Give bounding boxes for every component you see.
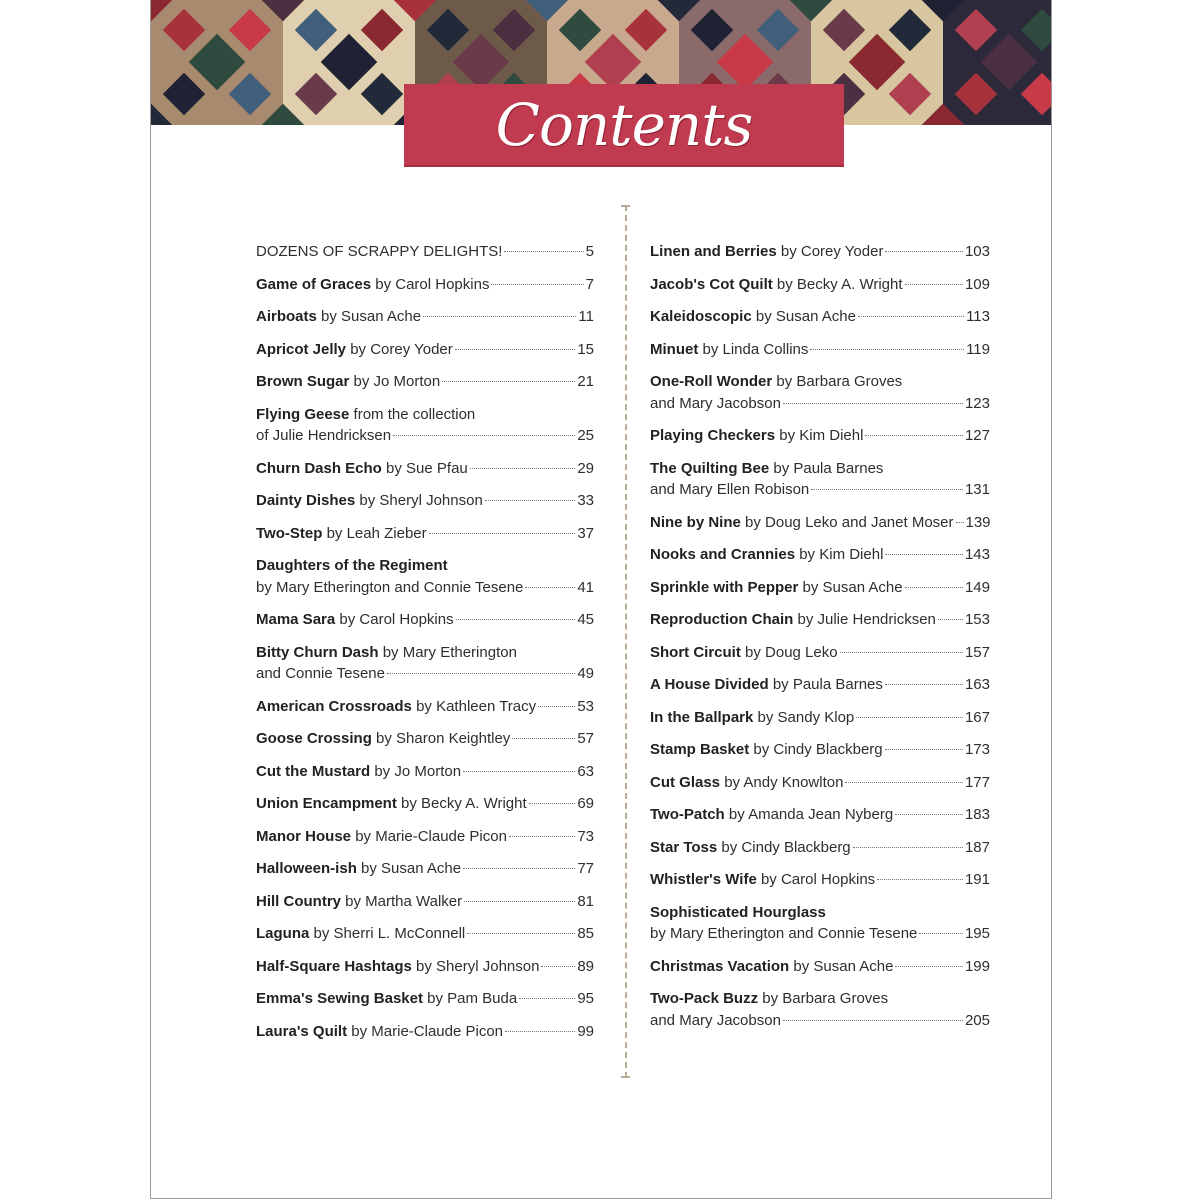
toc-entry[interactable] [256,458,594,480]
entry-page-number: 33 [577,492,594,509]
entry-author: by Cindy Blackberg [753,741,883,758]
toc-entry[interactable] [650,772,990,794]
dot-leader [470,468,576,469]
entry-title: Nooks and Crannies [650,546,796,563]
entry-page-number: 103 [964,243,990,260]
entry-author: by Sharon Keightley [376,730,511,747]
toc-entry[interactable] [256,609,594,631]
toc-entry-line [256,339,594,361]
toc-entry[interactable] [256,241,594,263]
toc-entry[interactable] [650,739,990,761]
toc-entry-line [256,642,594,664]
toc-entry[interactable] [650,425,990,447]
entry-page-number: 37 [577,524,594,542]
dot-leader [519,998,575,999]
dot-leader [858,316,964,317]
toc-entry[interactable] [256,761,594,783]
dot-leader [956,522,964,523]
entry-author: by Susan Ache [802,578,903,596]
entry-author: by Doug Leko [745,643,838,661]
toc-entry[interactable] [650,869,990,891]
entry-page-number: 167 [964,708,990,726]
entry-title: Apricot Jelly [256,340,347,358]
toc-entry[interactable] [256,404,594,447]
toc-left-column [256,241,594,1053]
toc-entry-line [256,793,594,815]
toc-entry[interactable] [650,956,990,978]
dot-leader [905,284,963,285]
toc-entry-line [650,739,990,761]
entry-page-number: 183 [964,806,990,823]
entry-title: Bitty Churn Dash [256,643,379,661]
entry-page-number: 199 [964,957,990,975]
toc-entry[interactable] [650,306,990,328]
entry-title: Union Encampment [256,795,397,812]
dot-leader [464,901,575,902]
entry-author: by Susan Ache [793,957,894,975]
toc-entry[interactable] [650,902,990,945]
entry-page-number: 149 [964,578,990,596]
toc-entry-line [256,404,594,426]
toc-entry-line [256,1021,594,1043]
toc-entry[interactable] [650,512,990,534]
toc-entry-line [650,956,990,978]
toc-entry[interactable] [256,1021,594,1043]
toc-entry-line [650,772,990,794]
entry-title: The Quilting Bee [650,459,770,477]
dot-leader [525,587,575,588]
toc-entry-line [650,577,990,599]
contents-title-banner [404,84,844,167]
entry-title: Two-Pack Buzz [650,990,759,1007]
dot-leader [885,684,963,685]
entry-author-cont: and Mary Jacobson [650,1011,781,1029]
toc-entry[interactable] [256,490,594,512]
entry-author: DOZENS OF SCRAPPY DELIGHTS! [256,243,503,260]
entry-title: Playing Checkers [650,427,776,444]
entry-author: by Linda Collins [702,340,809,358]
toc-entry-line [256,425,594,447]
entry-author: by Sheryl Johnson [416,957,540,975]
dot-leader [905,587,963,588]
entry-page-number: 81 [577,892,594,910]
entry-author: by Amanda Jean Nyberg [728,806,894,823]
entry-author: by Barbara Groves [762,990,889,1007]
dot-leader [895,966,963,967]
entry-author: by Doug Leko and Janet Moser [745,513,954,531]
toc-entry-line [650,642,990,664]
entry-title: Stamp Basket [650,741,750,758]
toc-entry-line [256,241,594,263]
toc-right-column [650,241,990,1042]
toc-entry[interactable] [256,555,594,598]
toc-entry[interactable] [650,274,990,296]
dot-leader [463,868,575,869]
entry-author: by Jo Morton [353,373,441,390]
toc-entry-line [650,869,990,891]
toc-entry-line [256,663,594,685]
dot-leader [505,1031,575,1032]
entry-title: Hill Country [256,892,341,910]
entry-page-number: 7 [585,275,594,293]
toc-entry-line [650,923,990,945]
toc-entry-line [256,891,594,913]
entry-author: by Corey Yoder [350,340,453,358]
entry-author: by Carol Hopkins [339,611,454,628]
entry-author-cont: and Mary Jacobson [650,394,781,412]
toc-entry[interactable] [650,577,990,599]
entry-author: by Leah Zieber [326,524,427,542]
entry-title: Mama Sara [256,611,336,628]
toc-entry-line [256,577,594,599]
entry-author: by Paula Barnes [773,459,884,477]
entry-title: Kaleidoscopic [650,308,752,325]
entry-title: Brown Sugar [256,373,350,390]
toc-entry[interactable] [256,696,594,718]
toc-entry[interactable] [650,609,990,631]
entry-page-number: 77 [577,860,594,877]
dot-leader [485,500,576,501]
entry-author-cont: of Julie Hendricksen [256,427,392,444]
entry-author: by Kim Diehl [799,546,884,563]
entry-title: Cut the Mustard [256,762,371,780]
toc-entry[interactable] [650,371,990,414]
entry-author: by Andy Knowlton [724,773,844,791]
entry-author: by Kim Diehl [779,427,864,444]
entry-author: by Martha Walker [345,892,463,910]
entry-author: by Marie-Claude Picon [351,1022,504,1040]
toc-entry-line [256,609,594,631]
toc-entry-line [256,274,594,296]
entry-page-number: 11 [578,308,594,325]
entry-author: by Susan Ache [755,308,856,325]
dot-leader [456,619,576,620]
toc-entry-line [650,674,990,696]
dot-leader [840,652,963,653]
entry-author: by Marie-Claude Picon [355,827,507,845]
entry-title: Whistler's Wife [650,871,757,888]
entry-author: by Julie Hendricksen [797,611,936,628]
toc-entry-line [650,306,990,328]
toc-entry-line [650,512,990,534]
dot-leader [856,717,963,718]
entry-author: by Carol Hopkins [760,871,876,888]
entry-author: by Sue Pfau [386,459,468,477]
entry-title: Halloween-ish [256,860,357,877]
dot-leader [512,738,575,739]
toc-entry[interactable] [650,339,990,361]
dot-leader [919,933,963,934]
entry-author: by Mary Etherington [382,643,517,661]
entry-page-number: 123 [964,394,990,412]
dot-leader [429,533,576,534]
entry-page-number: 85 [577,925,594,942]
dot-leader [529,803,576,804]
toc-entry[interactable] [650,707,990,729]
dot-leader [853,847,963,848]
toc-entry-line [650,393,990,415]
dot-leader [885,554,963,555]
entry-page-number: 73 [577,827,594,845]
toc-entry-line [650,339,990,361]
entry-page-number: 21 [577,373,594,390]
entry-page-number: 45 [577,611,594,628]
toc-entry-line [256,761,594,783]
toc-entry[interactable] [256,793,594,815]
entry-page-number: 113 [966,308,990,325]
page-title: Contents [495,90,753,159]
toc-entry[interactable] [256,274,594,296]
entry-author: by Kathleen Tracy [416,697,537,715]
entry-title: Dainty Dishes [256,492,356,509]
toc-entry[interactable] [650,988,990,1031]
entry-page-number: 109 [964,275,990,293]
toc-entry-line [650,988,990,1010]
entry-page-number: 69 [577,795,594,812]
dot-leader [938,619,963,620]
toc-entry[interactable] [256,858,594,880]
dot-leader [885,251,963,252]
toc-entry[interactable] [256,728,594,750]
toc-entry-line [650,837,990,859]
toc-entry[interactable] [256,956,594,978]
entry-page-number: 95 [577,990,594,1007]
entry-page-number: 191 [964,871,990,888]
entry-page-number: 131 [964,481,990,498]
entry-author: by Becky A. Wright [401,795,527,812]
entry-title: Short Circuit [650,643,741,661]
entry-title: Daughters of the Regiment [256,557,448,574]
toc-entry[interactable] [650,674,990,696]
dot-leader [423,316,576,317]
entry-author: by Sheryl Johnson [359,492,483,509]
dot-leader [810,349,964,350]
entry-author-cont: and Mary Ellen Robison [650,481,810,498]
toc-entry-line [256,371,594,393]
entry-title: Churn Dash Echo [256,459,382,477]
entry-page-number: 139 [965,513,991,531]
toc-entry-line [256,956,594,978]
toc-entry[interactable] [650,642,990,664]
dot-leader [442,381,575,382]
entry-author: by Cindy Blackberg [721,838,851,856]
entry-page-number: 41 [577,578,594,596]
entry-title: Cut Glass [650,773,721,791]
entry-author-cont: by Mary Etherington and Connie Tesene [256,578,524,596]
entry-author: by Sandy Klop [757,708,855,726]
entry-title: Christmas Vacation [650,957,790,975]
entry-title: Nine by Nine [650,513,741,531]
dot-leader [541,966,575,967]
toc-entry-line [650,425,990,447]
entry-title: Laguna [256,925,310,942]
entry-title: Jacob's Cot Quilt [650,275,773,293]
entry-page-number: 163 [964,676,990,693]
entry-title: One-Roll Wonder [650,373,773,390]
toc-entry-line [256,555,594,577]
toc-entry[interactable] [256,523,594,545]
dot-leader [393,435,575,436]
toc-entry[interactable] [256,891,594,913]
entry-page-number: 99 [577,1022,594,1040]
entry-author: by Susan Ache [321,308,422,325]
entry-title: Laura's Quilt [256,1022,348,1040]
column-divider [625,205,629,1078]
entry-title: Minuet [650,340,699,358]
entry-page-number: 177 [964,773,990,791]
entry-author: by Jo Morton [374,762,462,780]
entry-author: by Paula Barnes [772,676,883,693]
toc-entry-line [256,858,594,880]
toc-entry-line [650,707,990,729]
entry-page-number: 195 [964,925,990,942]
toc-entry-line [650,544,990,566]
toc-entry-line [650,804,990,826]
entry-page-number: 25 [577,427,594,444]
entry-page-number: 63 [577,762,594,780]
toc-entry-line [256,728,594,750]
dot-leader [491,284,583,285]
toc-entry-line [650,371,990,393]
toc-entry[interactable] [256,339,594,361]
dot-leader [467,933,575,934]
entry-author: by Sherri L. McConnell [313,925,466,942]
toc-entry[interactable] [650,544,990,566]
dot-leader [783,403,963,404]
toc-entry-line [256,923,594,945]
dot-leader [877,879,963,880]
entry-page-number: 15 [577,340,594,358]
toc-entry-line [650,1010,990,1032]
toc-entry-line [256,826,594,848]
dot-leader [463,771,575,772]
toc-entry-line [256,490,594,512]
dot-leader [895,814,963,815]
entry-title: Emma's Sewing Basket [256,990,423,1007]
toc-entry-line [650,274,990,296]
entry-page-number: 89 [577,957,594,975]
toc-entry[interactable] [256,306,594,328]
dot-leader [455,349,576,350]
entry-title: Airboats [256,308,317,325]
toc-entry[interactable] [256,371,594,393]
entry-page-number: 5 [585,243,594,260]
entry-page-number: 187 [964,838,990,856]
dot-leader [509,836,575,837]
entry-title: Two-Step [256,524,323,542]
entry-title: A House Divided [650,676,769,693]
entry-author: by Becky A. Wright [776,275,903,293]
toc-entry[interactable] [650,458,990,501]
entry-author: by Pam Buda [427,990,518,1007]
entry-author: by Corey Yoder [780,243,884,260]
toc-entry[interactable] [256,923,594,945]
entry-title: Sprinkle with Pepper [650,578,799,596]
entry-title: Star Toss [650,838,718,856]
entry-page-number: 157 [964,643,990,661]
entry-page-number: 29 [577,459,594,477]
toc-entry-line [256,523,594,545]
toc-entry-line [650,458,990,480]
entry-page-number: 57 [577,730,594,747]
toc-entry[interactable] [650,804,990,826]
entry-page-number: 49 [577,665,594,682]
dot-leader [845,782,963,783]
toc-entry[interactable] [650,837,990,859]
entry-page-number: 153 [964,611,990,628]
toc-entry-line [650,479,990,501]
toc-entry-line [650,241,990,263]
dot-leader [504,251,583,252]
dot-leader [538,706,575,707]
dot-leader [811,489,963,490]
entry-author: by Barbara Groves [776,373,903,390]
entry-title: Linen and Berries [650,243,777,260]
toc-entry[interactable] [256,826,594,848]
entry-author: from the collection [353,405,476,423]
toc-entry-line [650,609,990,631]
entry-title: Half-Square Hashtags [256,957,412,975]
entry-title: Game of Graces [256,275,372,293]
entry-author-cont: and Connie Tesene [256,665,385,682]
entry-title: Sophisticated Hourglass [650,903,826,921]
entry-page-number: 119 [966,340,990,358]
entry-page-number: 53 [577,697,594,715]
toc-entry-line [256,988,594,1010]
entry-title: Flying Geese [256,405,350,423]
entry-title: Two-Patch [650,806,725,823]
entry-page-number: 127 [964,427,990,444]
entry-title: American Crossroads [256,697,412,715]
toc-entry[interactable] [256,988,594,1010]
dot-leader [885,749,963,750]
toc-entry-line [256,696,594,718]
entry-page-number: 143 [964,546,990,563]
dot-leader [387,673,575,674]
entry-title: Goose Crossing [256,730,372,747]
toc-entry-line [650,902,990,924]
entry-title: Reproduction Chain [650,611,794,628]
entry-author: by Susan Ache [361,860,462,877]
dot-leader [783,1020,963,1021]
entry-author-cont: by Mary Etherington and Connie Tesene [650,925,918,942]
toc-entry[interactable] [256,642,594,685]
dot-leader [865,435,963,436]
entry-title: Manor House [256,827,352,845]
entry-author: by Carol Hopkins [375,275,490,293]
toc-entry-line [256,306,594,328]
entry-title: In the Ballpark [650,708,754,726]
entry-page-number: 205 [964,1011,990,1029]
toc-entry[interactable] [650,241,990,263]
entry-page-number: 173 [964,741,990,758]
toc-entry-line [256,458,594,480]
